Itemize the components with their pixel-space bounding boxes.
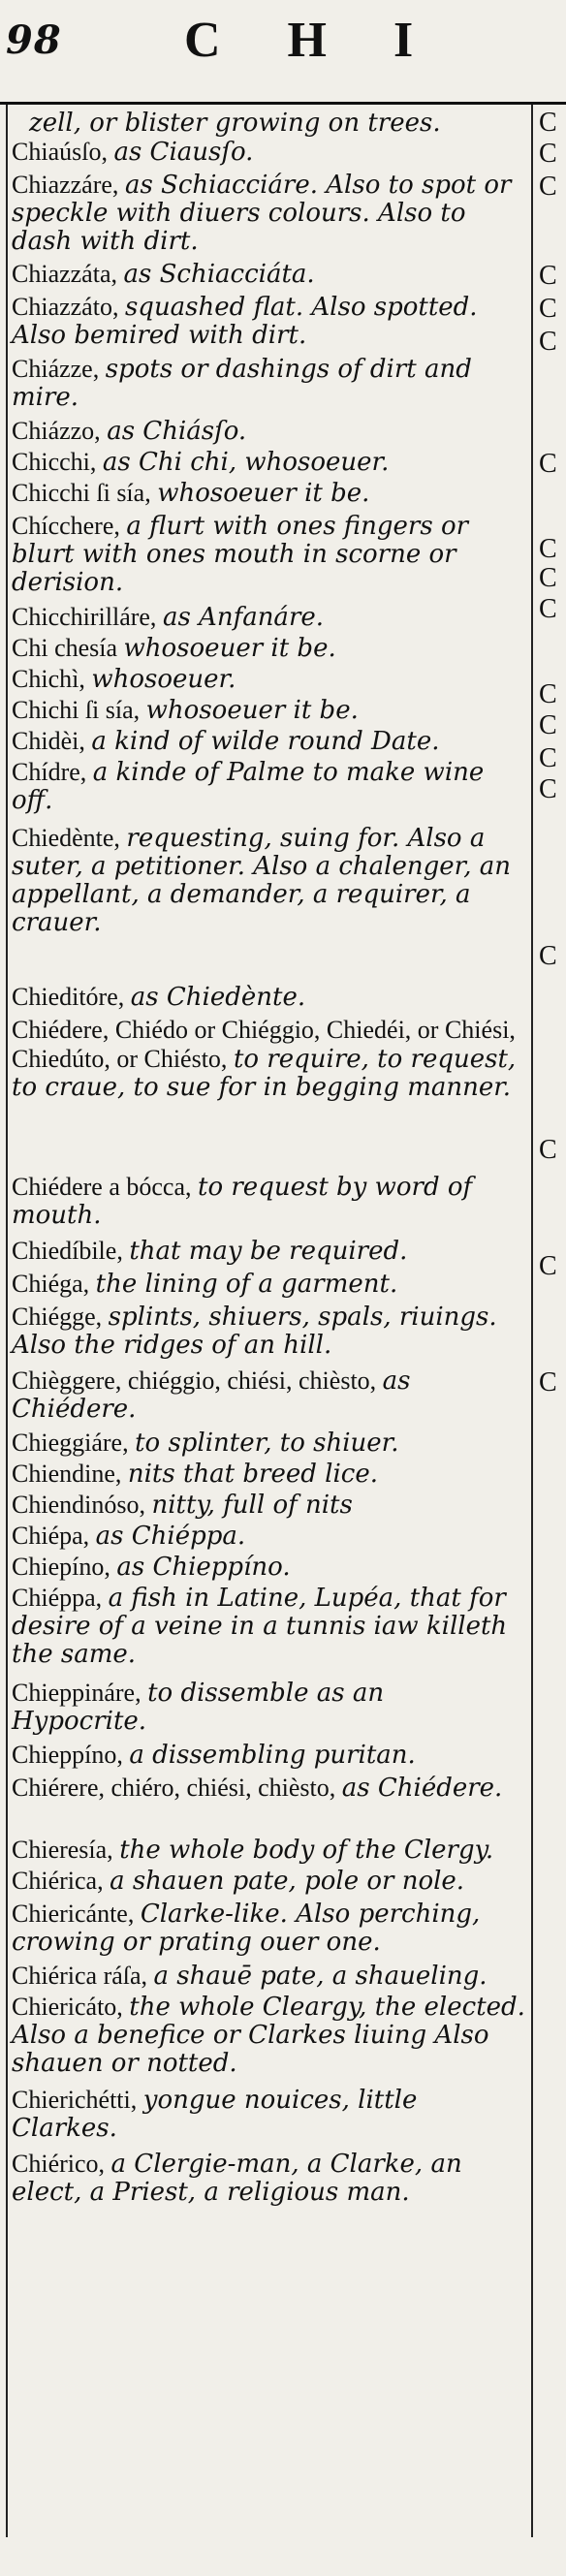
entry-definition: as Schiacciáta.: [123, 260, 315, 289]
entry-headword: Chiázze,: [12, 355, 106, 383]
entry-definition: Clarke-like. Also perching, crowing or prating ouer one.: [12, 1900, 481, 1957]
header-rule: [0, 102, 566, 105]
entry-headword: Chicchirilláre,: [12, 603, 163, 631]
dictionary-entry: [12, 758, 525, 815]
entry-headword: Chiédere, Chiédo or Chiéggio, Chiedéi, or Chiési, Chiedúto, or Chiésto,: [12, 1016, 516, 1073]
dictionary-entry: [12, 727, 525, 756]
dictionary-entry: [12, 1016, 525, 1102]
dictionary-entry: [12, 1173, 525, 1230]
entry-headword: Chieresía,: [12, 1836, 120, 1864]
entry-definition: squashed flat. Also spotted. Also bemired with dirt.: [12, 293, 478, 350]
margin-letter: C: [539, 679, 557, 709]
entry-definition: a Clergie-man, a Clarke, an elect, a Priest, a religious man.: [12, 2150, 462, 2207]
entry-definition: to dissemble as an Hypocrite.: [12, 1679, 385, 1736]
running-head: C H I: [184, 13, 441, 68]
dictionary-entry: [12, 512, 525, 597]
entry-headword: Chiazzáto,: [12, 293, 125, 321]
dictionary-entry: [12, 138, 525, 167]
entry-definition: nitty, full of nits: [151, 1491, 353, 1520]
dictionary-entry: [12, 603, 525, 632]
entry-headword: Chiendine,: [12, 1460, 128, 1488]
dictionary-entry: [12, 479, 525, 508]
entry-headword: Chieggiáre,: [12, 1429, 136, 1457]
margin-letter: C: [539, 1135, 557, 1165]
dictionary-entry: [12, 1367, 525, 1424]
entry-definition: the whole Cleargy, the elected. Also a benefice or Clarkes liuing Also shauen or notted.: [12, 1993, 525, 2078]
dictionary-entry: [12, 1962, 525, 1991]
dictionary-entry: [12, 634, 525, 663]
margin-letter: C: [539, 1367, 557, 1398]
entry-headword: Chícchere,: [12, 512, 127, 540]
entry-headword: Chiérica,: [12, 1867, 110, 1895]
entry-definition: to require, to request, to craue, to sue for in begging manner.: [12, 1045, 517, 1102]
entry-headword: Chierichétti,: [12, 2086, 143, 2114]
entry-definition: a flurt with ones fingers or blurt with ones mouth in scorne or derision.: [12, 512, 469, 597]
dictionary-entry: [12, 1553, 525, 1582]
entry-headword: Chieppíno,: [12, 1741, 130, 1769]
entry-definition: as Chiédere.: [12, 1367, 411, 1424]
entry-definition: the lining of a garment.: [95, 1270, 398, 1299]
entry-definition: as Chiásſo.: [107, 417, 247, 446]
entry-headword: Chiaúsſo,: [12, 138, 114, 166]
dictionary-entry: [12, 1491, 525, 1520]
dictionary-entry: [12, 417, 525, 446]
dictionary-entry: [12, 1836, 525, 1865]
dictionary-entry: [12, 1460, 525, 1489]
dictionary-entry: [12, 1237, 525, 1266]
entry-headword: Chichì,: [12, 665, 92, 693]
dictionary-entry: [12, 2150, 525, 2207]
dictionary-entry: [12, 171, 525, 256]
entry-headword: Chiepíno,: [12, 1553, 117, 1581]
dictionary-entry: [12, 1774, 525, 1803]
entry-definition: to splinter, to shiuer.: [135, 1429, 399, 1458]
dictionary-entry: [12, 824, 525, 937]
margin-letter: C: [539, 710, 557, 740]
margin-letter: C: [539, 563, 557, 593]
dictionary-entry: [12, 2086, 525, 2143]
entry-definition: a shauen pate, pole or nole.: [110, 1867, 465, 1896]
dictionary-entry: [12, 1429, 525, 1458]
margin-letter: C: [539, 449, 557, 479]
dictionary-entry: [29, 109, 525, 138]
margin-letter: C: [539, 261, 557, 291]
dictionary-entry: [12, 665, 525, 694]
entry-headword: Chiédere a bócca,: [12, 1173, 199, 1201]
entry-definition: splints, shiuers, spals, riuings. Also the ridges of an hill.: [12, 1303, 497, 1360]
entry-definition: as Anfanáre.: [162, 603, 325, 632]
column-rule-right: [531, 105, 533, 2537]
page-header: [0, 8, 566, 66]
entry-headword: Chicchi ſi sía,: [12, 479, 158, 507]
entry-headword: Chiedíbile,: [12, 1237, 130, 1265]
entry-definition: whosoeuer.: [91, 665, 236, 694]
entry-definition: zell, or blister growing on trees.: [29, 109, 441, 138]
entry-headword: Chieditóre,: [12, 983, 131, 1011]
entry-definition: a fish in Latine, Lupéa, that for desire of a veine in a tunnis iaw killeth the same.: [12, 1584, 508, 1669]
margin-letter: C: [539, 108, 557, 138]
entry-definition: whosoeuer it be.: [123, 634, 336, 663]
entry-headword: Chiendinóso,: [12, 1491, 152, 1519]
margin-letter: C: [539, 534, 557, 564]
dictionary-entry: [12, 1522, 525, 1551]
entry-definition: as Chi chi, whosoeuer.: [102, 448, 390, 477]
entry-definition: to request by word of mouth.: [12, 1173, 473, 1230]
entry-headword: Chídre,: [12, 758, 93, 786]
entry-definition: whosoeuer it be.: [157, 479, 370, 508]
margin-letter: C: [539, 327, 557, 357]
entry-definition: as Chieppíno.: [116, 1553, 291, 1582]
entry-definition: a dissembling puritan.: [129, 1741, 416, 1770]
entry-headword: Chidèi,: [12, 727, 92, 755]
entry-headword: Chièggere, chiéggio, chiési, chièsto,: [12, 1367, 383, 1395]
dictionary-entry: [12, 355, 525, 412]
dictionary-entry: [12, 1270, 525, 1299]
entry-definition: requesting, suing for. Also a suter, a petitioner. Also a chalenger, an appellant, a demander, a requirer, a crauer.: [12, 824, 511, 937]
entry-definition: that may be required.: [129, 1237, 408, 1266]
dictionary-entry: [12, 448, 525, 477]
entry-headword: Chiericáto,: [12, 1993, 130, 2021]
entry-headword: Chiázzo,: [12, 417, 108, 445]
entry-headword: Chiégge,: [12, 1303, 109, 1331]
dictionary-entry: [12, 260, 525, 289]
entry-definition: a kinde of Palme to make wine off.: [12, 758, 485, 815]
entry-headword: Chiéga,: [12, 1270, 96, 1298]
dictionary-entry: [12, 1900, 525, 1957]
entry-definition: as Schiacciáre. Also to spot or speckle with diuers colours. Also to dash with dirt.: [12, 171, 512, 256]
entry-headword: Chiéppa,: [12, 1584, 109, 1612]
margin-letter: C: [539, 774, 557, 804]
margin-letter: C: [539, 594, 557, 624]
entry-definition: as Chiédere.: [341, 1774, 503, 1803]
entry-definition: as Chiedènte.: [130, 983, 306, 1012]
entry-headword: Chiericánte,: [12, 1900, 141, 1928]
margin-letter: C: [539, 172, 557, 202]
dictionary-entry: [12, 1584, 525, 1669]
entry-definition: the whole body of the Clergy.: [119, 1836, 494, 1865]
entry-headword: Chiazzáta,: [12, 260, 124, 288]
entry-headword: Chichi ſi sía,: [12, 696, 146, 724]
entry-headword: Chicchi,: [12, 448, 103, 476]
entry-headword: Chi chesía: [12, 634, 124, 662]
entry-headword: Chiedènte,: [12, 824, 127, 852]
entry-headword: Chiépa,: [12, 1522, 96, 1550]
entry-definition: nits that breed lice.: [127, 1460, 378, 1489]
entry-definition: as Ciausſo.: [113, 138, 254, 167]
page-number: 98: [6, 17, 62, 63]
dictionary-entry: [12, 1867, 525, 1896]
entry-headword: Chieppináre,: [12, 1679, 148, 1707]
dictionary-entry: [12, 1993, 525, 2078]
entry-definition: whosoeuer it be.: [145, 696, 359, 725]
margin-letter: C: [539, 1251, 557, 1281]
dictionary-entry: [12, 983, 525, 1012]
dictionary-entry: [12, 1303, 525, 1360]
margin-letter: C: [539, 941, 557, 971]
dictionary-entry: [12, 1679, 525, 1736]
margin-letter: C: [539, 139, 557, 169]
entry-definition: spots or dashings of dirt and mire.: [12, 355, 472, 412]
dictionary-entry: [12, 293, 525, 350]
entry-headword: Chiérico,: [12, 2150, 111, 2178]
entry-headword: Chiérica ráſa,: [12, 1962, 154, 1990]
column-rule-left: [6, 105, 8, 2537]
entry-definition: yongue nouices, little Clarkes.: [12, 2086, 418, 2143]
margin-letter: C: [539, 294, 557, 324]
entry-headword: Chiazzáre,: [12, 171, 125, 199]
margin-letter: C: [539, 743, 557, 773]
dictionary-entry: [12, 696, 525, 725]
dictionary-entry: [12, 1741, 525, 1770]
entry-definition: a shauē pate, a shaueling.: [153, 1962, 487, 1991]
entry-headword: Chiérere, chiéro, chiési, chièsto,: [12, 1774, 342, 1802]
entry-definition: as Chiéppa.: [95, 1522, 246, 1551]
entry-definition: a kind of wilde round Date.: [91, 727, 440, 756]
